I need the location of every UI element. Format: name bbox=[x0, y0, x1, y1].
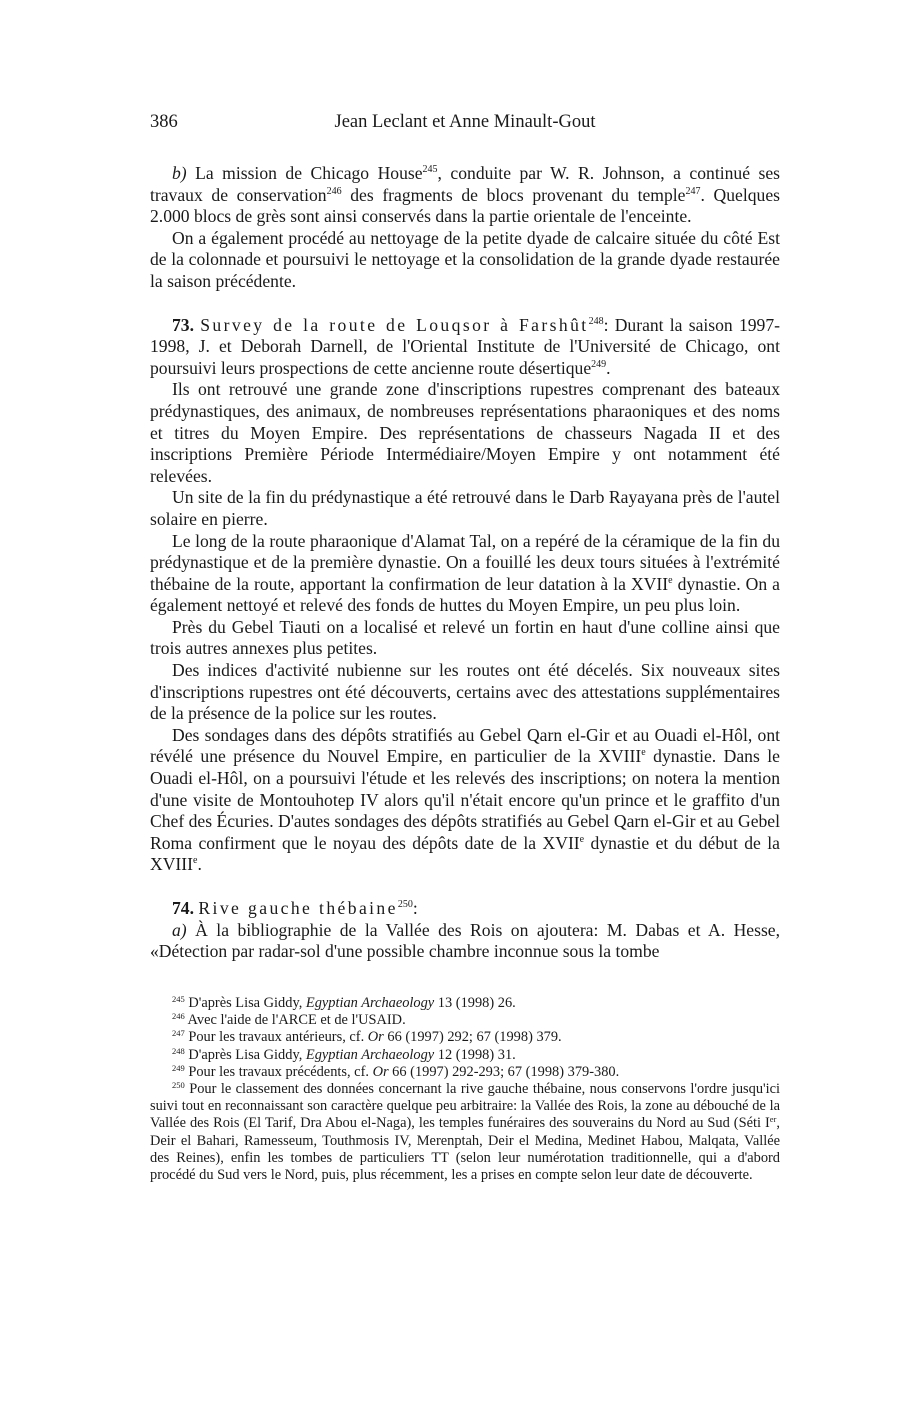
footnote-ref: 247 bbox=[685, 185, 701, 197]
paragraph: a) À la bibliographie de la Vallée des Rois on ajoutera: M. Dabas et A. Hesse, «Détection par radar-sol d'une possible chambre inconnue sous la tombe bbox=[150, 919, 780, 962]
page-number: 386 bbox=[150, 112, 178, 132]
paragraph: Le long de la route pharaonique d'Alamat Tal, on a repéré de la céramique de la fin du prédynastique et de la première dynastie. On a fouillé les deux tours situées à l'extrémité thébaine de la route, apportant la confirmation de leur datation à la XVIIe dynastie. On a également nettoyé et relevé des fonds de huttes du Moyen Empire, un peu plus loin. bbox=[150, 530, 780, 616]
footnotes bbox=[150, 995, 780, 1184]
footnote: $^{245}$ D'après Lisa Giddy, Egyptian Archaeology 13 (1998) 26. bbox=[172, 994, 516, 1011]
footnote-ref: 250 bbox=[397, 899, 413, 910]
footnote-ref: 245 bbox=[422, 164, 438, 175]
footnote-ref: 246 bbox=[326, 185, 342, 197]
section-74: 74. Rive gauche thébaine$^{250}$: bbox=[172, 898, 418, 918]
item-label: a) bbox=[172, 919, 187, 940]
footnote-ref: 249 bbox=[591, 358, 607, 370]
footnote: $^{246}$ Avec l'aide de l'ARCE et de l'USAID. bbox=[172, 1011, 406, 1029]
paragraph: Près du Gebel Tiauti on a localisé et relevé un fortin en haut d'une colline ainsi que trois autres annexes plus petites. bbox=[150, 616, 780, 659]
paragraph: Des sondages dans des dépôts stratifiés au Gebel Qarn el-Gir et au Ouadi el-Hôl, ont révélé une présence du Nouvel Empire, en particulier de la XVIIIe dynastie. Dans le Ouadi el-Hôl, on a poursuivi l'étude et les relevés des inscriptions; on notera la mention d'une visite de Montouhotep IV alors qu'il n'était encore qu'un prince et le graffito d'un Chef des Écuries. D'autes sondages des dépôts stratifiés au Gebel Qarn el-Gir et au Gebel Roma confirment que le noyau des dépôts date de la XVIIe dynastie et du début de la XVIIIe. bbox=[150, 724, 780, 875]
section-73: 73. Survey de la route de Louqsor à Farshût$^{248}$: Durant la saison 1997-1998, J. et Deborah Darnell, de l'Oriental Institute de l'Université de Chicago, ont poursuivi leurs prospections de cette ancienne route désertique$^{249}$. bbox=[150, 314, 780, 378]
running-title: Jean Leclant et Anne Minault-Gout bbox=[334, 112, 596, 132]
paragraph: Des indices d'activité nubienne sur les routes ont été décelés. Six nouveaux sites d'inscriptions rupestres ont été découverts, certains avec des attestations supplémentaires de la présence de la police sur les routes. bbox=[150, 660, 780, 724]
footnote: $^{247}$ Pour les travaux antérieurs, cf. Or 66 (1997) 292; 67 (1998) 379. bbox=[172, 1028, 562, 1046]
footnote: $^{250}$ Pour le classement des données concernant la rive gauche thébaine, nous conservons l'ordre jusqu'ici suivi tout en reconnaissant son caractère quelque peu arbitraire: la Vallée des Rois, la zone au débouché de la Vallée des Rois (El Tarif, Dra Abou el-Naga), les temples funéraires des souverains du Nord au Sud (Séti Ier, Deir el Bahari, Ramesseum, Touthmosis IV, Merenptah, Deir el Medina, Medinet Habou, Malqata, Vallée des Reines), enfin les tombes de particuliers TT (selon leur numérotation traditionnelle, qui a d'abord procédé du Sud vers le Nord, puis, plus récemment, les a prises en compte selon leur date de découverte. bbox=[150, 1080, 780, 1184]
item-label: b) bbox=[172, 163, 187, 183]
footnote: $^{249}$ Pour les travaux précédents, cf. Or 66 (1997) 292-293; 67 (1998) 379-380. bbox=[172, 1062, 620, 1080]
paragraph: Ils ont retrouvé une grande zone d'inscriptions rupestres comprenant des bateaux prédynastiques, des animaux, de nombreuses représentations pharaoniques et des noms et titres du Moyen Empire. Des représentations de chasseurs Nagada II et des inscriptions Première Période Intermédiaire/Moyen Empire y ont notamment été relevées. bbox=[150, 379, 780, 486]
paragraph: b) La mission de Chicago House$^{245}$, conduite par W. R. Johnson, a continué ses travaux de conservation$^{246}$ des fragments de blocs provenant du temple$^{247}$. Quelques 2.000 blocs de grès sont ainsi conservés dans la partie orientale de l'enceinte. bbox=[150, 163, 780, 227]
paragraph: Un site de la fin du prédynastique a été retrouvé dans le Darb Rayayana près de l'autel solaire en pierre. bbox=[150, 487, 780, 529]
section-heading: Rive gauche thébaine bbox=[198, 898, 398, 918]
page-header bbox=[150, 112, 780, 138]
main-text bbox=[150, 163, 780, 963]
footnote: $^{248}$ D'après Lisa Giddy, Egyptian Archaeology 12 (1998) 31. bbox=[172, 1045, 516, 1063]
section-heading: Survey de la route de Louqsor à Farshût bbox=[200, 314, 589, 335]
paragraph: On a également procédé au nettoyage de la petite dyade de calcaire située du côté Est de la colonnade et poursuivi le nettoyage et la consolidation de la grande dyade restaurée la saison précédente. bbox=[150, 227, 780, 291]
section-number: 73. bbox=[172, 314, 194, 335]
section-number: 74. bbox=[172, 898, 194, 918]
footnote-ref: 248 bbox=[588, 315, 604, 327]
